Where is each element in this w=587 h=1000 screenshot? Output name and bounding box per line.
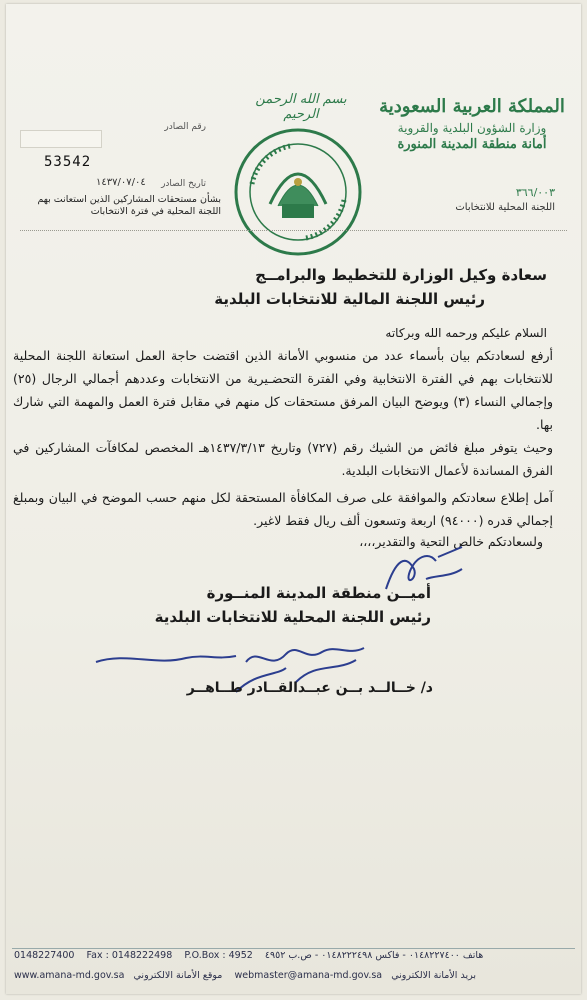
footer-contact-row [14,950,483,961]
letterhead-number: ٣٦٦/٠٠٣ [515,186,555,199]
issue-number-box [20,130,102,148]
issue-number-label: رقم الصادر [164,122,206,132]
amana-title: أمانة منطقة المدينة المنورة [397,137,547,152]
footer-email[interactable]: webmaster@amana-md.gov.sa [234,970,383,981]
letterhead-committee: اللجنة المحلية للانتخابات [455,202,555,213]
footer-divider [12,948,575,949]
body-paragraph-1: أرفع لسعادتكم بيان بأسماء عدد من منسوبي الأمانة الذين اقتضت حاجة العمل استعانة اللجنة المحلية للانتخابات بهم في الفترة الانتخابية وفي الفترة التحضـيرية من الانتخابات وعددهم أجمالي الرجال (٢٥) وإجمالي النساء (٣) ويوضح البيان المرفق مستحقات كل منهم في مقابل فترة العمل والمهمة التي شارك بها. [13,348,553,432]
footer-arabic-contact: هاتف ٠١٤٨٢٢٧٤٠٠ - فاكس ٠١٤٨٢٢٢٤٩٨ - ص.ب ٤٩٥٢ [264,950,484,961]
signatory-name: د/ خــالــد بــن عبــدالقــادر طــاهــر [186,680,433,696]
issue-date: ١٤٣٧/٠٧/٠٤ [96,177,146,188]
signature-title-2: رئيس اللجنة المحلية للانتخابات البلدية [154,608,431,626]
addressee-line-2: رئيس اللجنة المالية للانتخابات البلدية [214,290,485,308]
basmala: بسم الله الرحمن الرحيم [255,92,347,122]
body-paragraph-3: آمل إطلاع سعادتكم والموافقة على صرف المكافأة المستحقة لكل منهم حسب الموضح في البيان وبمبلغ إجمالي قدره (٩٤٠٠٠) اربعة وتسعون ألف ريال فقط لاغير. [13,490,553,528]
ministry-title: وزارة الشؤون البلدية والقروية [397,121,547,135]
issue-number: 53542 [44,154,92,170]
letterhead-right [377,96,567,154]
footer-pobox: P.O.Box : 4952 [184,950,253,961]
body-paragraph-2: وحيث يتوفر مبلغ فائض من الشيك رقم (٧٢٧) وتاريخ ١٤٣٧/٣/١٣هـ المخصص لمكافآت المشاركين في الفرق المساندة لأعمال الانتخابات البلدية. [13,440,553,478]
signature-title-1: أميــن منطقة المدينة المنــورة [206,584,431,602]
ministry-emblem-icon [230,124,366,260]
footer-email-label: بريد الأمانة الالكتروني [391,970,476,981]
greeting: السلام عليكم ورحمه الله وبركاته [385,326,547,340]
addressee-line-1: سعادة وكيل الوزارة للتخطيط والبرامــج [255,266,547,284]
footer-website-label: موقع الأمانة الالكتروني [133,970,223,981]
header-divider [20,230,567,231]
letter-subject: بشأن مستحقات المشاركين الذين استعانت بهم اللجنة المحلية في فترة الانتخابات [37,194,221,217]
closing-line: ولسعادتكم خالص التحية والتقدير،،،، [359,534,543,549]
kingdom-title: المملكة العربية السعودية [379,96,565,117]
footer-tel: 0148227400 [14,950,75,961]
footer-fax: Fax : 0148222498 [86,950,173,961]
letter-page [6,4,581,994]
footer-web-row [14,970,476,981]
issue-date-label: تاريخ الصادر [161,179,206,189]
footer-website[interactable]: www.amana-md.gov.sa [14,970,125,981]
